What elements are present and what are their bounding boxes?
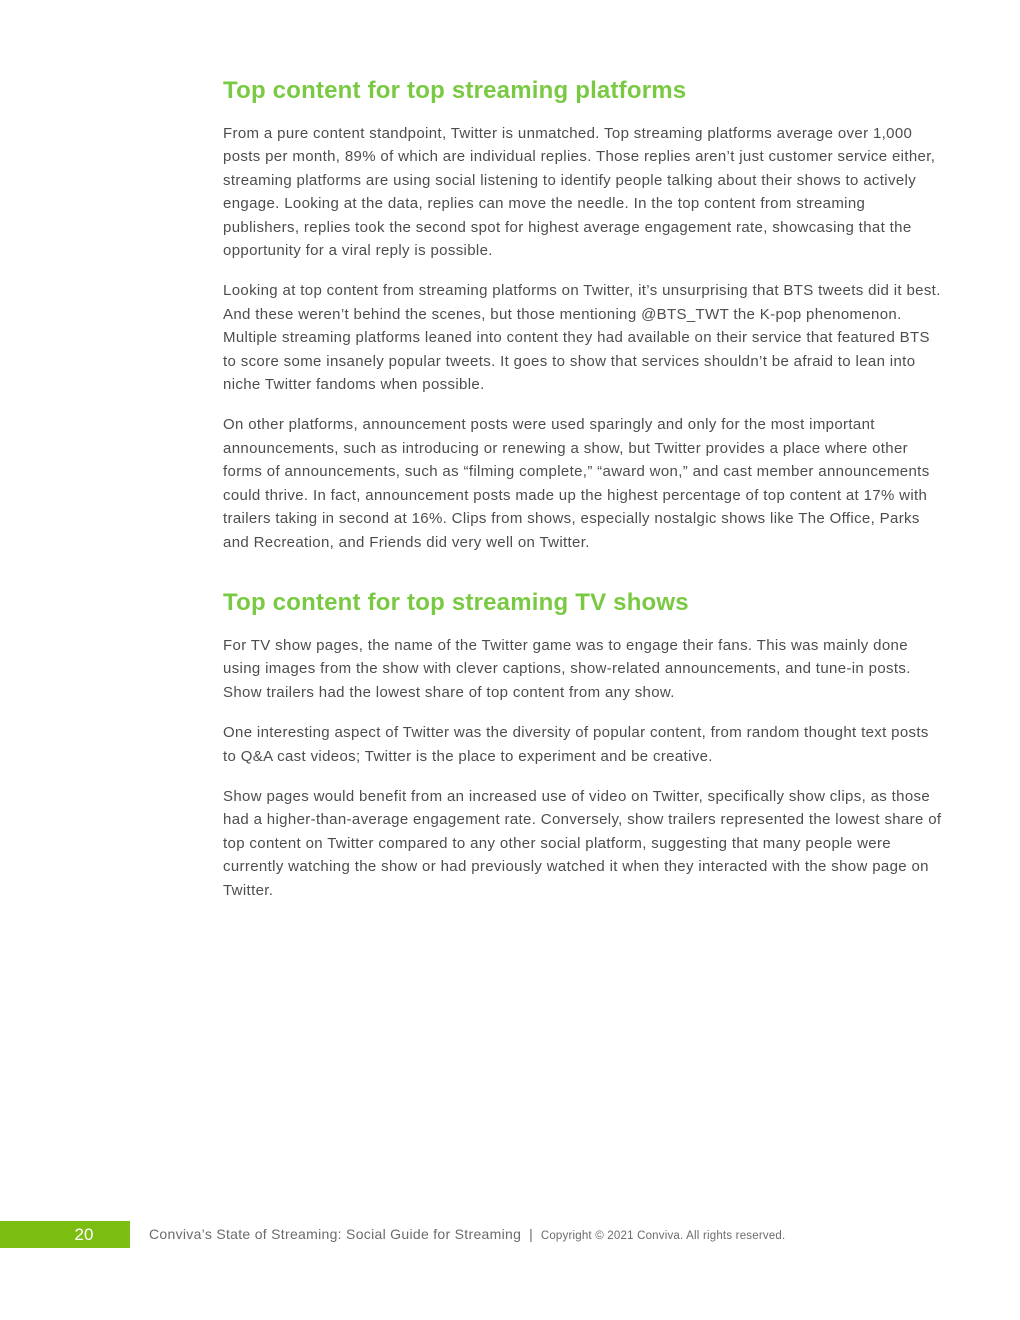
page-number: 20 (74, 1225, 94, 1244)
paragraph: One interesting aspect of Twitter was the diversity of popular content, from random thought text posts to Q&A cast videos; Twitter is the place to experiment and be creative. (223, 724, 929, 765)
section-heading-tv-shows: Top content for top streaming TV shows (223, 588, 689, 616)
paragraph: For TV show pages, the name of the Twitter game was to engage their fans. This was mainly done using images from the show with clever captions, show-related announcements, and tune-in posts. Show trailers had the lowest share of top content from any show. (223, 636, 911, 701)
copyright: Copyright © 2021 Conviva. All rights reserved. (540, 1230, 786, 1242)
footer-text (149, 1221, 785, 1248)
paragraph: Looking at top content from streaming platforms on Twitter, it’s unsurprising that BTS tweets did it best. And these weren’t behind the scenes, but those mentioning @BTS_TWT the K-pop phenomenon. Multiple streaming platforms leaned into content they had available on their service that featured BTS to score some insanely popular tweets. It goes to show that services shouldn’t be afraid to lean into niche Twitter fandoms when possible. (223, 282, 941, 394)
paragraph: Show pages would benefit from an increased use of video on Twitter, specifically show clips, as those had a higher-than-average engagement rate. Conversely, show trailers represented the lowest share of top content on Twitter compared to any other social platform, suggesting that many people were currently watching the show or had previously watched it when they interacted with the show page on Twitter. (223, 787, 942, 899)
document-title: Conviva’s State of Streaming: Social Guide for Streaming (149, 1226, 522, 1242)
footer-separator: | (529, 1226, 533, 1242)
main-content (223, 74, 945, 919)
paragraph: On other platforms, announcement posts were used sparingly and only for the most important announcements, such as introducing or renewing a show, but Twitter provides a place where other forms of announcements, such as “filming complete,” “award won,” and cast member announcements could thrive. In fact, announcement posts made up the highest percentage of top content at 17% with trailers taking in second at 16%. Clips from shows, especially nostalgic shows like The Office, Parks and Recreation, and Friends did very well on Twitter. (223, 416, 930, 551)
page-footer (0, 1221, 1020, 1248)
section-heading-platforms: Top content for top streaming platforms (223, 77, 687, 104)
paragraph: From a pure content standpoint, Twitter is unmatched. Top streaming platforms average over 1,000 posts per month, 89% of which are individual replies. Those replies aren’t just customer service either, streaming platforms are using social listening to identify people talking about their shows to actively engage. Looking at the data, replies can move the needle. In the top content from streaming publishers, replies took the second spot for highest average engagement rate, showcasing that the opportunity for a viral reply is possible. (223, 125, 936, 260)
